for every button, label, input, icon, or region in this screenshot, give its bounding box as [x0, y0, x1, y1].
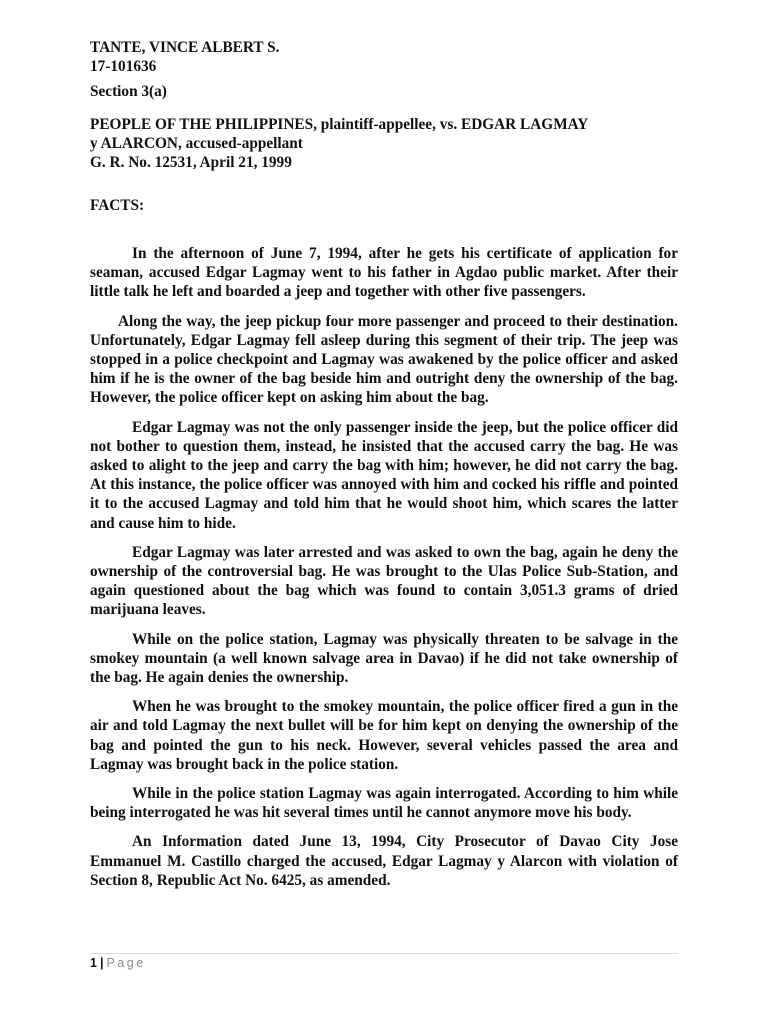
footer-separator: | [99, 956, 104, 970]
facts-heading: FACTS: [90, 197, 145, 214]
paragraph-4: Edgar Lagmay was later arrested and was asked to own the bag, again he deny the ownership of the controversial bag. He was brought to the Ulas Police Sub-Station, and again questioned about the bag which was found to contain 3,051.3 grams of dried marijuana leaves. [90, 543, 678, 619]
paragraph-5: While on the police station, Lagmay was physically threaten to be salvage in the smokey mountain (a well known salvage area in Davao) if he did not take ownership of the bag. He again denies the ownership. [90, 630, 678, 687]
page-label: Page [106, 956, 146, 970]
case-citation: G. R. No. 12531, April 21, 1999 [90, 154, 292, 171]
document-body [90, 38, 678, 890]
paragraph-7: While in the police station Lagmay was again interrogated. According to him while being interrogated he was hit several times until he cannot anymore move his body. [90, 785, 678, 822]
footer-divider [90, 953, 678, 954]
student-name: TANTE, VINCE ALBERT S. [90, 39, 280, 56]
page-footer [90, 955, 146, 971]
section-label: Section 3(a) [90, 83, 167, 100]
paragraph-8: An Information dated June 13, 1994, City Prosecutor of Davao City Jose Emmanuel M. Castillo charged the accused, Edgar Lagmay y Alarcon with violation of Section 8, Republic Act No. 6425, as amended. [90, 833, 678, 889]
page-number: 1 [90, 956, 97, 970]
paragraph-6: When he was brought to the smokey mountain, the police officer fired a gun in the air and told Lagmay the next bullet will be for him kept on denying the ownership of the bag and pointed the gun to his neck. However, several vehicles passed the area and Lagmay was brought back in the police station. [90, 698, 678, 773]
student-id: 17-101636 [90, 58, 157, 75]
case-title-line2: y ALARCON, accused-appellant [90, 135, 303, 152]
paragraph-2: Along the way, the jeep pickup four more passenger and proceed to their destination. Unfortunately, Edgar Lagmay fell asleep during this segment of their trip. The jeep was stopped in a police checkpoint and Lagmay was awakened by the police officer and asked him if he is the owner of the bag beside him and outright deny the ownership of the bag. However, the police officer kept on asking him about the bag. [90, 312, 678, 407]
paragraph-3: Edgar Lagmay was not the only passenger inside the jeep, but the police officer did not bother to question them, instead, he insisted that the accused carry the bag. He was asked to alight to the jeep and carry the bag with him; however, he did not carry the bag. At this instance, the police officer was annoyed with him and cocked his riffle and pointed it to the accused Lagmay and told him that he would shoot him, which scares the latter and cause him to hide. [90, 418, 678, 532]
case-title [90, 115, 678, 172]
paragraph-1: In the afternoon of June 7, 1994, after he gets his certificate of application for seaman, accused Edgar Lagmay went to his father in Agdao public market. After their little talk he left and boarded a jeep and together with other five passengers. [90, 245, 678, 301]
case-title-line1: PEOPLE OF THE PHILIPPINES, plaintiff-appellee, vs. EDGAR LAGMAY [90, 116, 589, 133]
